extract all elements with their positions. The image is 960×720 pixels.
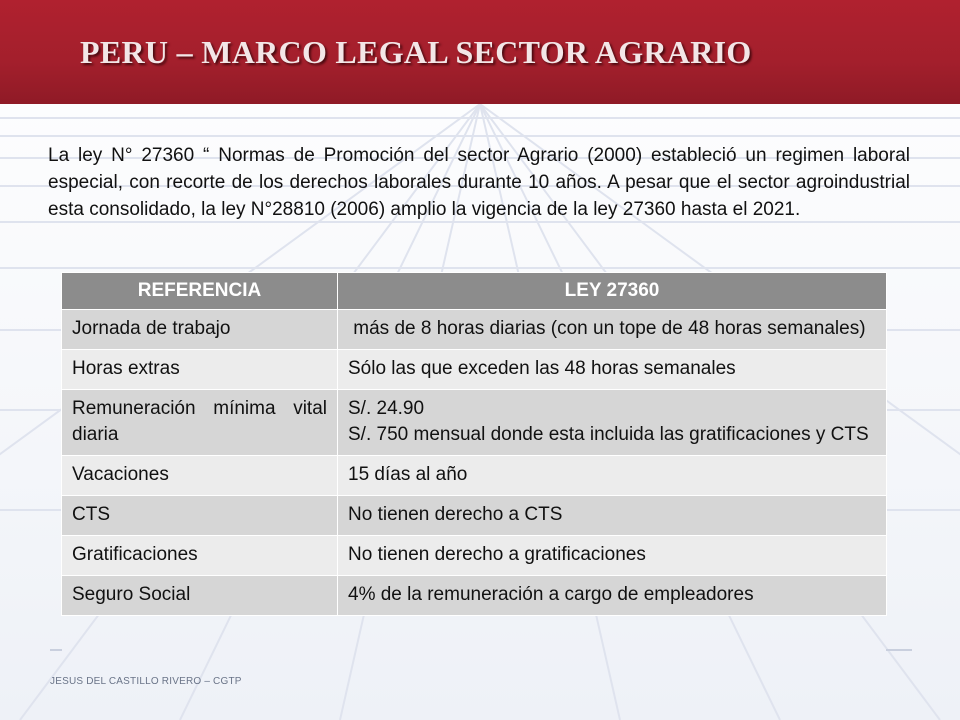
row-value [338,536,887,576]
table-row [62,536,887,576]
row-value [338,456,887,496]
row-value-line: No tienen derecho a CTS [348,504,563,525]
row-value [338,496,887,536]
table-row [62,496,887,536]
slide-title: PERU – MARCO LEGAL SECTOR AGRARIO [80,34,752,70]
footer-author: JESUS DEL CASTILLO RIVERO – CGTP [50,676,242,687]
row-value-line: No tienen derecho a gratificaciones [348,544,646,565]
row-reference: CTS [62,496,338,536]
row-reference: Jornada de trabajo [62,310,338,350]
row-value-line: 15 días al año [348,464,468,485]
row-reference: Remuneración mínima vital diaria [62,390,338,456]
table-row [62,350,887,390]
row-reference: Seguro Social [62,576,338,616]
table-row [62,456,887,496]
row-reference: Horas extras [62,350,338,390]
row-value-line: 4% de la remuneración a cargo de empleadores [348,584,754,605]
row-value [338,310,887,350]
row-value [338,390,887,456]
header-referencia: REFERENCIA [62,273,338,310]
comparison-table-container [61,272,886,616]
row-value-line: Sólo las que exceden las 48 horas semanales [348,358,736,379]
row-value-line: S/. 750 mensual donde esta incluida las gratificaciones y CTS [348,424,869,445]
row-value-line: S/. 24.90 [348,398,425,419]
row-value-line: más de 8 horas diarias (con un tope de 48 horas semanales) [348,318,866,339]
table-row [62,576,887,616]
header-ley: LEY 27360 [338,273,887,310]
intro-paragraph: La ley N° 27360 “ Normas de Promoción del sector Agrario (2000) estableció un regimen laboral especial, con recorte de los derechos laborales durante 10 años. A pesar que el sector agroindustrial esta consolidado, la ley N°28810 (2006) amplio la vigencia de la ley 27360 hasta el 2021. [48,145,910,220]
table-header-row [62,273,887,310]
table-row [62,310,887,350]
row-reference: Gratificaciones [62,536,338,576]
table-row [62,390,887,456]
row-value [338,350,887,390]
header-band [0,0,960,104]
comparison-table [61,272,887,616]
row-reference: Vacaciones [62,456,338,496]
row-value [338,576,887,616]
